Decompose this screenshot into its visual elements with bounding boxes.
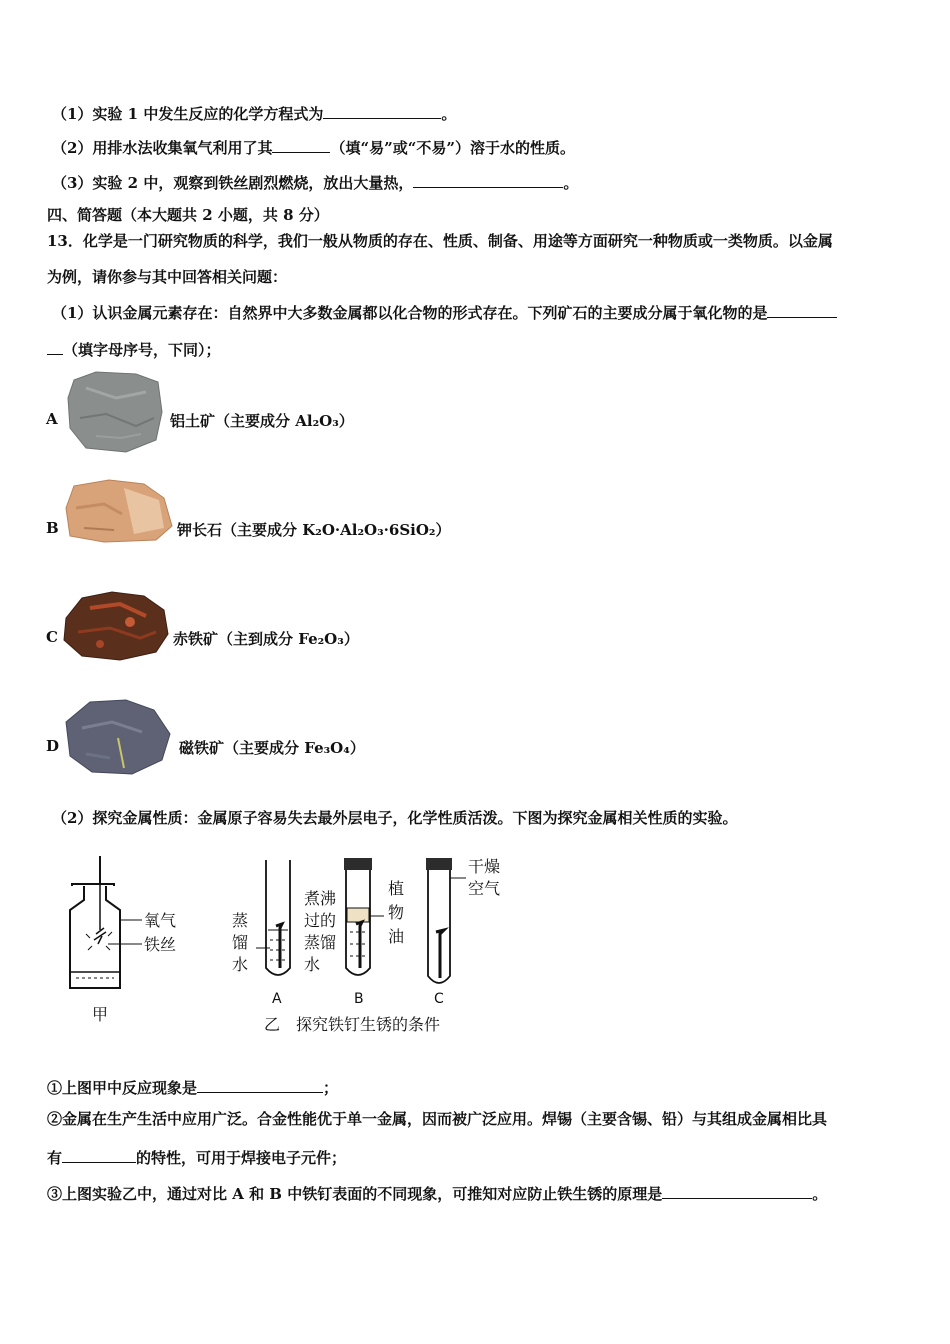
tube-b-right-label-1: 植 bbox=[388, 879, 405, 898]
q13-intro-line2 bbox=[47, 267, 287, 287]
tube-b-right-label-2: 物 bbox=[388, 903, 405, 922]
option-letter-b: B bbox=[46, 519, 59, 537]
gas-bottle-diagram bbox=[70, 856, 176, 1024]
magnetite-image bbox=[62, 698, 174, 778]
q12-part3-text: （3）实验 2 中，观察到铁丝剧烈燃烧，放出大量热， bbox=[52, 174, 414, 192]
section-heading bbox=[47, 205, 329, 225]
option-letter-d: D bbox=[46, 737, 60, 755]
q12-part2 bbox=[52, 136, 575, 158]
q13-sub3-end: 。 bbox=[812, 1185, 828, 1203]
tube-b-letter: B bbox=[354, 991, 364, 1007]
option-formula: K₂O·Al₂O₃·6SiO₂ bbox=[302, 521, 436, 539]
q13-sub2-line2 bbox=[47, 1146, 346, 1168]
figure-yi-caption: 乙 探究铁钉生锈的条件 bbox=[264, 1015, 441, 1034]
answer-blank[interactable] bbox=[62, 1146, 136, 1163]
q13-part1-tail: （填字母序号，下同）； bbox=[63, 341, 221, 359]
tube-c-label-2: 空气 bbox=[468, 879, 501, 898]
option-letter-c: C bbox=[46, 628, 58, 646]
q13-sub1-text: ①上图甲中反应现象是 bbox=[47, 1079, 198, 1097]
q12-part3 bbox=[52, 171, 578, 193]
tube-a-label-3: 水 bbox=[232, 955, 249, 974]
test-tube-c bbox=[426, 857, 500, 1007]
option-letter-a: A bbox=[46, 410, 58, 428]
q13-sub1 bbox=[47, 1076, 338, 1098]
tube-b-left-label-2: 过的 bbox=[304, 911, 337, 930]
tube-a-label-2: 馏 bbox=[232, 933, 249, 952]
q13-sub3-text: ③上图实验乙中，通过对比 A 和 B 中铁钉表面的不同现象，可推知对应防止铁生锈的原理是 bbox=[47, 1185, 663, 1203]
answer-blank[interactable] bbox=[662, 1182, 812, 1199]
test-tube-b bbox=[304, 858, 404, 1007]
option-formula: Fe₂O₃ bbox=[298, 630, 344, 648]
tube-a-letter: A bbox=[272, 991, 282, 1007]
option-name: 钾长石（主要成分 bbox=[177, 521, 303, 539]
tube-b-left-label-4: 水 bbox=[304, 955, 321, 974]
q13-intro-text-2: 为例，请你参与其中回答相关问题： bbox=[47, 268, 288, 286]
tube-b-left-label-3: 蒸馏 bbox=[304, 933, 337, 952]
answer-blank-continued[interactable] bbox=[47, 338, 63, 355]
q13-intro-text-1: 13．化学是一门研究物质的科学，我们一般从物质的存在、性质、制备、用途等方面研究一种物质或一类物质。以金属 bbox=[47, 232, 833, 250]
q13-sub1-end: ； bbox=[323, 1079, 339, 1097]
option-formula: Al₂O₃ bbox=[295, 412, 339, 430]
test-tube-a bbox=[232, 860, 290, 1007]
tube-c-label-1: 干燥 bbox=[468, 857, 501, 876]
option-label-a bbox=[170, 410, 354, 431]
option-close: ） bbox=[338, 412, 354, 430]
experiment-figure bbox=[60, 850, 520, 1040]
option-close: ） bbox=[435, 521, 451, 539]
tube-a-label-1: 蒸 bbox=[232, 911, 249, 930]
q13-part2-text: （2）探究金属性质：金属原子容易失去最外层电子，化学性质活泼。下图为探究金属相关性质的实验。 bbox=[52, 809, 738, 827]
figure-jia-caption: 甲 bbox=[92, 1005, 109, 1024]
q13-part1-line2 bbox=[47, 338, 221, 360]
hematite-image bbox=[60, 588, 172, 664]
q12-part2-tail: （填“易”或“不易”）溶于水的性质。 bbox=[330, 139, 575, 157]
option-name: 磁铁矿（主要成分 bbox=[179, 739, 305, 757]
q13-part1-line1 bbox=[52, 301, 837, 323]
q13-part1-text: （1）认识金属元素存在：自然界中大多数金属都以化合物的形式存在。下列矿石的主要成分属于氧化物的是 bbox=[52, 304, 768, 322]
q12-part3-end: 。 bbox=[563, 174, 579, 192]
option-label-d bbox=[179, 737, 365, 758]
option-formula: Fe₃O₄ bbox=[304, 739, 350, 757]
option-label-c bbox=[173, 628, 359, 649]
q12-part1 bbox=[52, 102, 456, 124]
tube-c-letter: C bbox=[434, 991, 444, 1007]
tube-b-right-label-3: 油 bbox=[388, 927, 405, 946]
answer-blank[interactable] bbox=[767, 301, 837, 318]
q13-sub3 bbox=[47, 1182, 827, 1204]
q13-sub2-prefix: 有 bbox=[47, 1149, 63, 1167]
option-name: 铝土矿（主要成分 bbox=[170, 412, 296, 430]
bauxite-image bbox=[66, 368, 166, 456]
answer-blank[interactable] bbox=[413, 171, 563, 188]
option-close: ） bbox=[343, 630, 359, 648]
answer-blank[interactable] bbox=[197, 1076, 323, 1093]
iron-wire-label: 铁丝 bbox=[144, 935, 177, 954]
answer-blank[interactable] bbox=[323, 102, 441, 119]
q13-sub2-text: ②金属在生产生活中应用广泛。合金性能优于单一金属，因而被广泛应用。焊锡（主要含锡、铅）与其组成金属相比具 bbox=[47, 1110, 828, 1128]
q12-part2-text: （2）用排水法收集氧气利用了其 bbox=[52, 139, 273, 157]
option-close: ） bbox=[349, 739, 365, 757]
q12-part1-end: 。 bbox=[441, 105, 457, 123]
tube-b-left-label-1: 煮沸 bbox=[304, 889, 337, 908]
option-label-b bbox=[177, 519, 451, 540]
section-title: 四、简答题（本大题共 2 小题，共 8 分） bbox=[47, 206, 329, 224]
q12-part1-text: （1）实验 1 中发生反应的化学方程式为 bbox=[52, 105, 324, 123]
feldspar-image bbox=[64, 478, 174, 544]
option-name: 赤铁矿（主到成分 bbox=[173, 630, 299, 648]
q13-intro-line1 bbox=[47, 231, 833, 251]
q13-part2 bbox=[52, 808, 737, 828]
answer-blank[interactable] bbox=[272, 136, 330, 153]
q13-sub2-tail: 的特性，可用于焊接电子元件； bbox=[136, 1149, 347, 1167]
oxygen-label: 氧气 bbox=[144, 911, 177, 930]
q13-sub2-line1 bbox=[47, 1109, 827, 1129]
